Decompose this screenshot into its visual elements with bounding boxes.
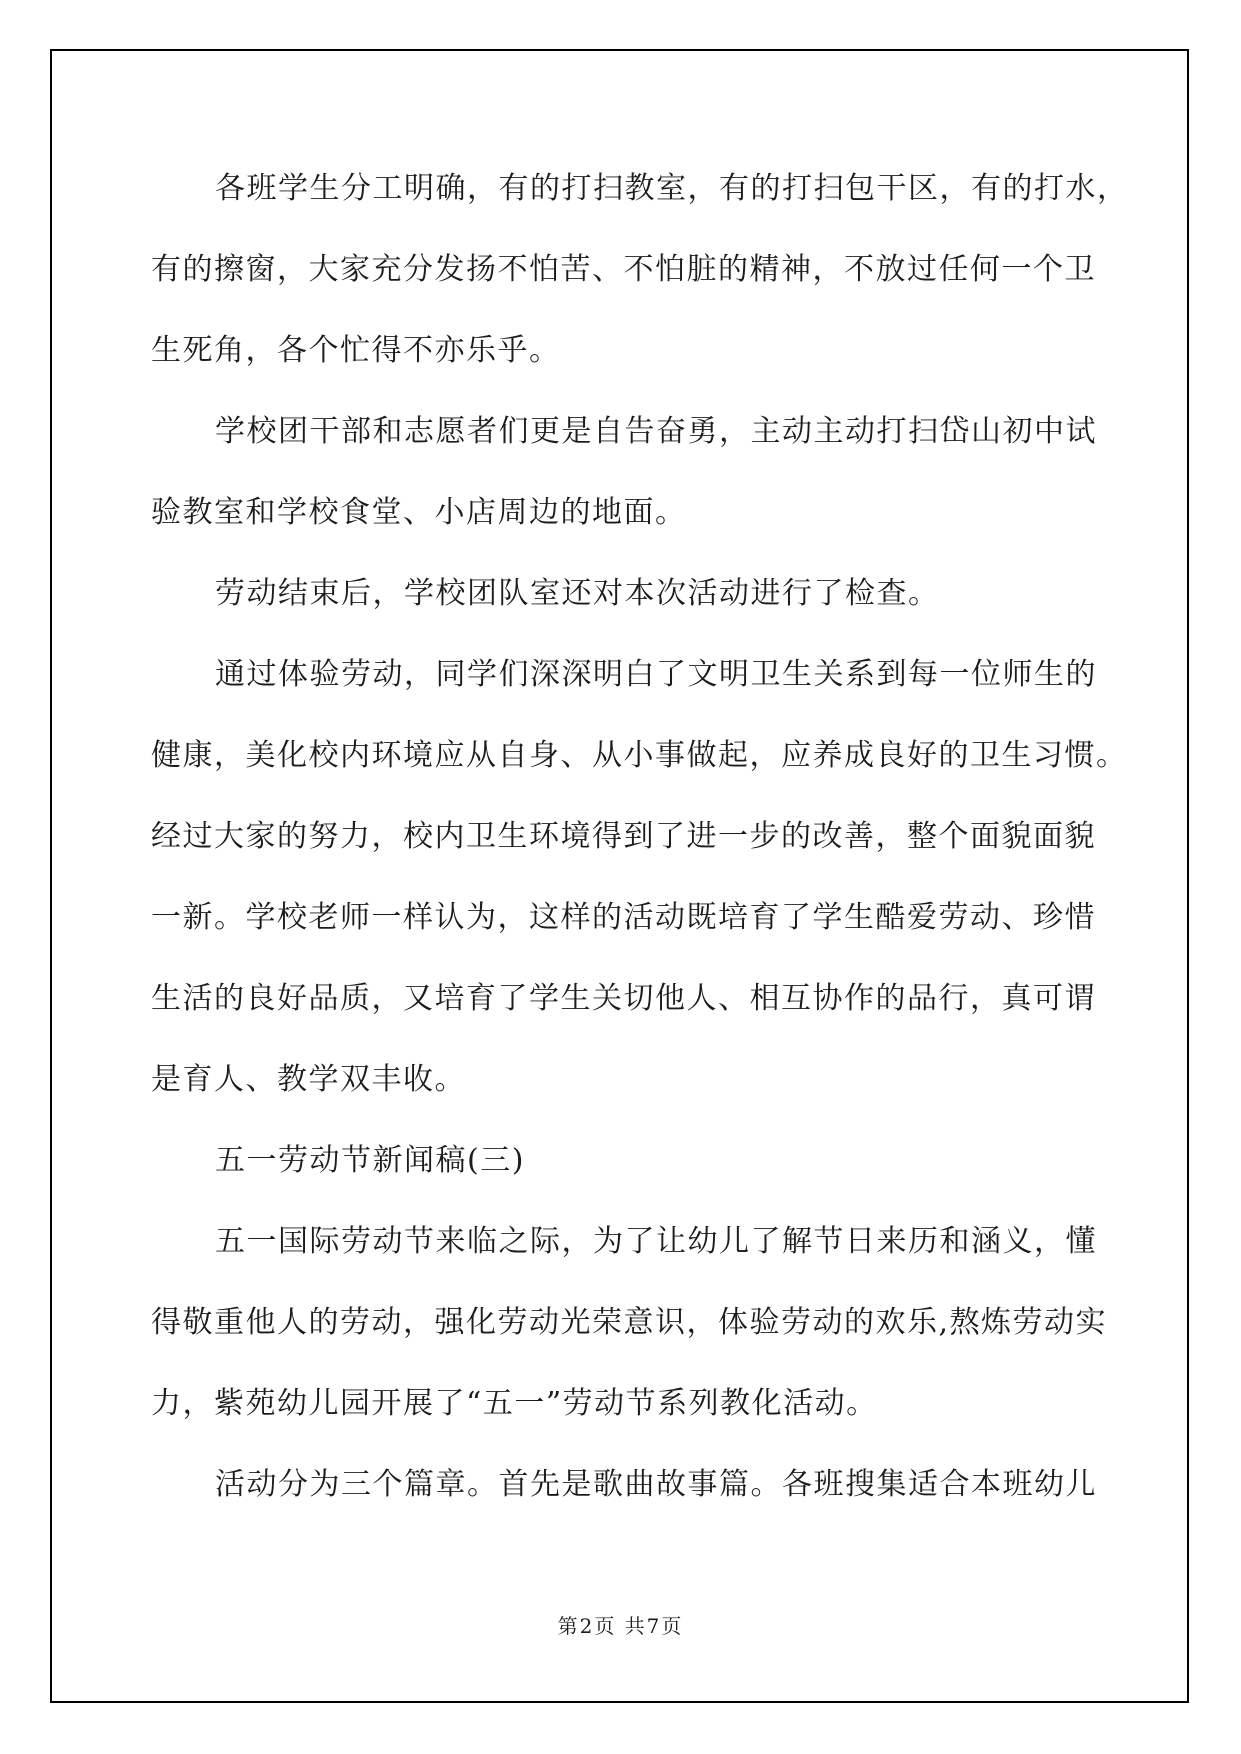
text-line: 得敬重他人的劳动，强化劳动光荣意识，体验劳动的欢乐,熬炼劳动实 [151, 1305, 1108, 1340]
text-line: 经过大家的努力，校内卫生环境得到了进一步的改善，整个面貌面貌 [151, 819, 1096, 854]
text-line: 健康，美化校内环境应从自身、从小事做起，应养成良好的卫生习惯。 [151, 738, 1128, 773]
page-number: 第2页 共7页 [557, 1614, 684, 1638]
text-line: 力，紫苑幼儿园开展了“五一”劳动节系列教化活动。 [151, 1386, 878, 1421]
text-line: 是育人、教学双丰收。 [151, 1062, 466, 1097]
paragraph [151, 1444, 1131, 1525]
text-line: 有的擦窗，大家充分发扬不怕苦、不怕脏的精神，不放过任何一个卫 [151, 252, 1096, 287]
text-line: 五一劳动节新闻稿(三) [215, 1143, 525, 1178]
text-line: 活动分为三个篇章。首先是歌曲故事篇。各班搜集适合本班幼儿 [215, 1467, 1097, 1502]
text-line: 生死角，各个忙得不亦乐乎。 [151, 333, 561, 368]
text-line: 一新。学校老师一样认为，这样的活动既培育了学生酷爱劳动、珍惜 [151, 900, 1096, 935]
text-line: 验教室和学校食堂、小店周边的地面。 [151, 495, 687, 530]
paragraph [151, 148, 1131, 391]
paragraph [151, 634, 1131, 1120]
text-line: 生活的良好品质，又培育了学生关切他人、相互协作的品行，真可谓 [151, 981, 1096, 1016]
paragraph [151, 1201, 1131, 1444]
text-line: 通过体验劳动，同学们深深明白了文明卫生关系到每一位师生的 [215, 657, 1097, 692]
paragraph [151, 553, 1131, 634]
paragraph [151, 391, 1131, 553]
page-footer [0, 1610, 1241, 1639]
document-body [151, 148, 1131, 1525]
text-line: 各班学生分工明确，有的打扫教室，有的打扫包干区，有的打水， [215, 171, 1129, 206]
text-line: 劳动结束后，学校团队室还对本次活动进行了检查。 [215, 576, 940, 611]
text-line: 五一国际劳动节来临之际，为了让幼儿了解节日来历和涵义，懂 [215, 1224, 1097, 1259]
text-line: 学校团干部和志愿者们更是自告奋勇，主动主动打扫岱山初中试 [215, 414, 1097, 449]
section-heading [151, 1120, 1131, 1201]
